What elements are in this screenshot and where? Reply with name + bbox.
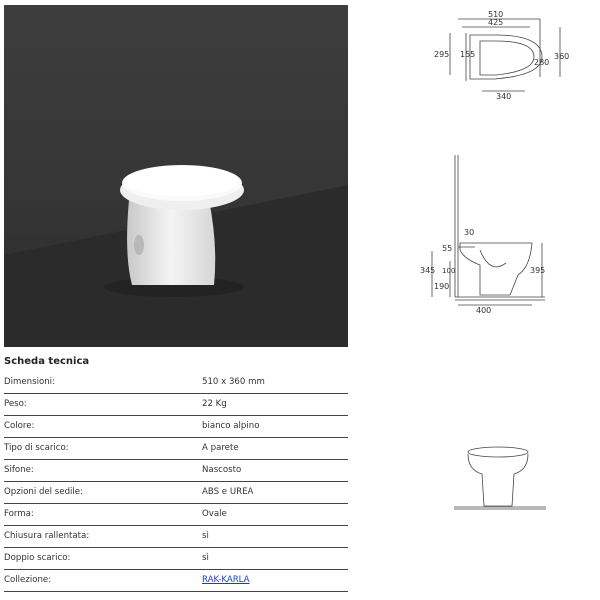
spec-label: Collezione: bbox=[4, 575, 52, 585]
spec-label: Opzioni del sedile: bbox=[4, 487, 83, 497]
spec-row bbox=[4, 394, 348, 416]
dim-400: 400 bbox=[476, 306, 492, 315]
dim-345: 345 bbox=[420, 266, 436, 275]
spec-value: sì bbox=[202, 553, 209, 563]
spec-label: Doppio scarico: bbox=[4, 553, 71, 563]
front-view-drawing bbox=[450, 440, 550, 519]
spec-title: Scheda tecnica bbox=[4, 356, 90, 367]
side-view-drawing bbox=[420, 155, 580, 319]
spec-value: Nascosto bbox=[202, 465, 242, 475]
dim-510: 510 bbox=[488, 10, 504, 19]
spec-value: ABS e UREA bbox=[202, 487, 254, 497]
dim-190: 190 bbox=[434, 282, 450, 291]
spec-value: Ovale bbox=[202, 509, 227, 519]
dim-395: 395 bbox=[530, 266, 546, 275]
dim-55: 55 bbox=[442, 244, 453, 253]
dim-100: 100 bbox=[442, 267, 456, 275]
spec-row bbox=[4, 526, 348, 548]
spec-value: 22 Kg bbox=[202, 399, 227, 409]
spec-row bbox=[4, 482, 348, 504]
spec-label: Dimensioni: bbox=[4, 377, 55, 387]
spec-row bbox=[4, 548, 348, 570]
spec-label: Chiusura rallentata: bbox=[4, 531, 90, 541]
dim-30: 30 bbox=[464, 228, 475, 237]
dim-340: 340 bbox=[496, 92, 512, 100]
dim-295: 295 bbox=[434, 50, 450, 59]
spec-value: sì bbox=[202, 531, 209, 541]
dim-425: 425 bbox=[488, 18, 504, 27]
top-view-drawing bbox=[430, 5, 580, 104]
dim-155: 155 bbox=[460, 50, 476, 59]
spec-label: Tipo di scarico: bbox=[4, 443, 69, 453]
spec-row bbox=[4, 570, 348, 592]
spec-label: Forma: bbox=[4, 509, 34, 519]
spec-row bbox=[4, 372, 348, 394]
spec-value: bianco alpino bbox=[202, 421, 260, 431]
collection-link[interactable]: RAK-KARLA bbox=[202, 575, 250, 585]
dim-280: 280 bbox=[534, 58, 550, 67]
spec-label: Sifone: bbox=[4, 465, 34, 475]
spec-row bbox=[4, 416, 348, 438]
spec-value: 510 x 360 mm bbox=[202, 377, 265, 387]
spec-row bbox=[4, 460, 348, 482]
spec-row bbox=[4, 438, 348, 460]
product-photo bbox=[4, 5, 348, 347]
spec-value: A parete bbox=[202, 443, 239, 453]
spec-row bbox=[4, 504, 348, 526]
spec-table bbox=[4, 372, 348, 592]
spec-label: Peso: bbox=[4, 399, 27, 409]
spec-label: Colore: bbox=[4, 421, 35, 431]
dim-360: 360 bbox=[554, 52, 570, 61]
